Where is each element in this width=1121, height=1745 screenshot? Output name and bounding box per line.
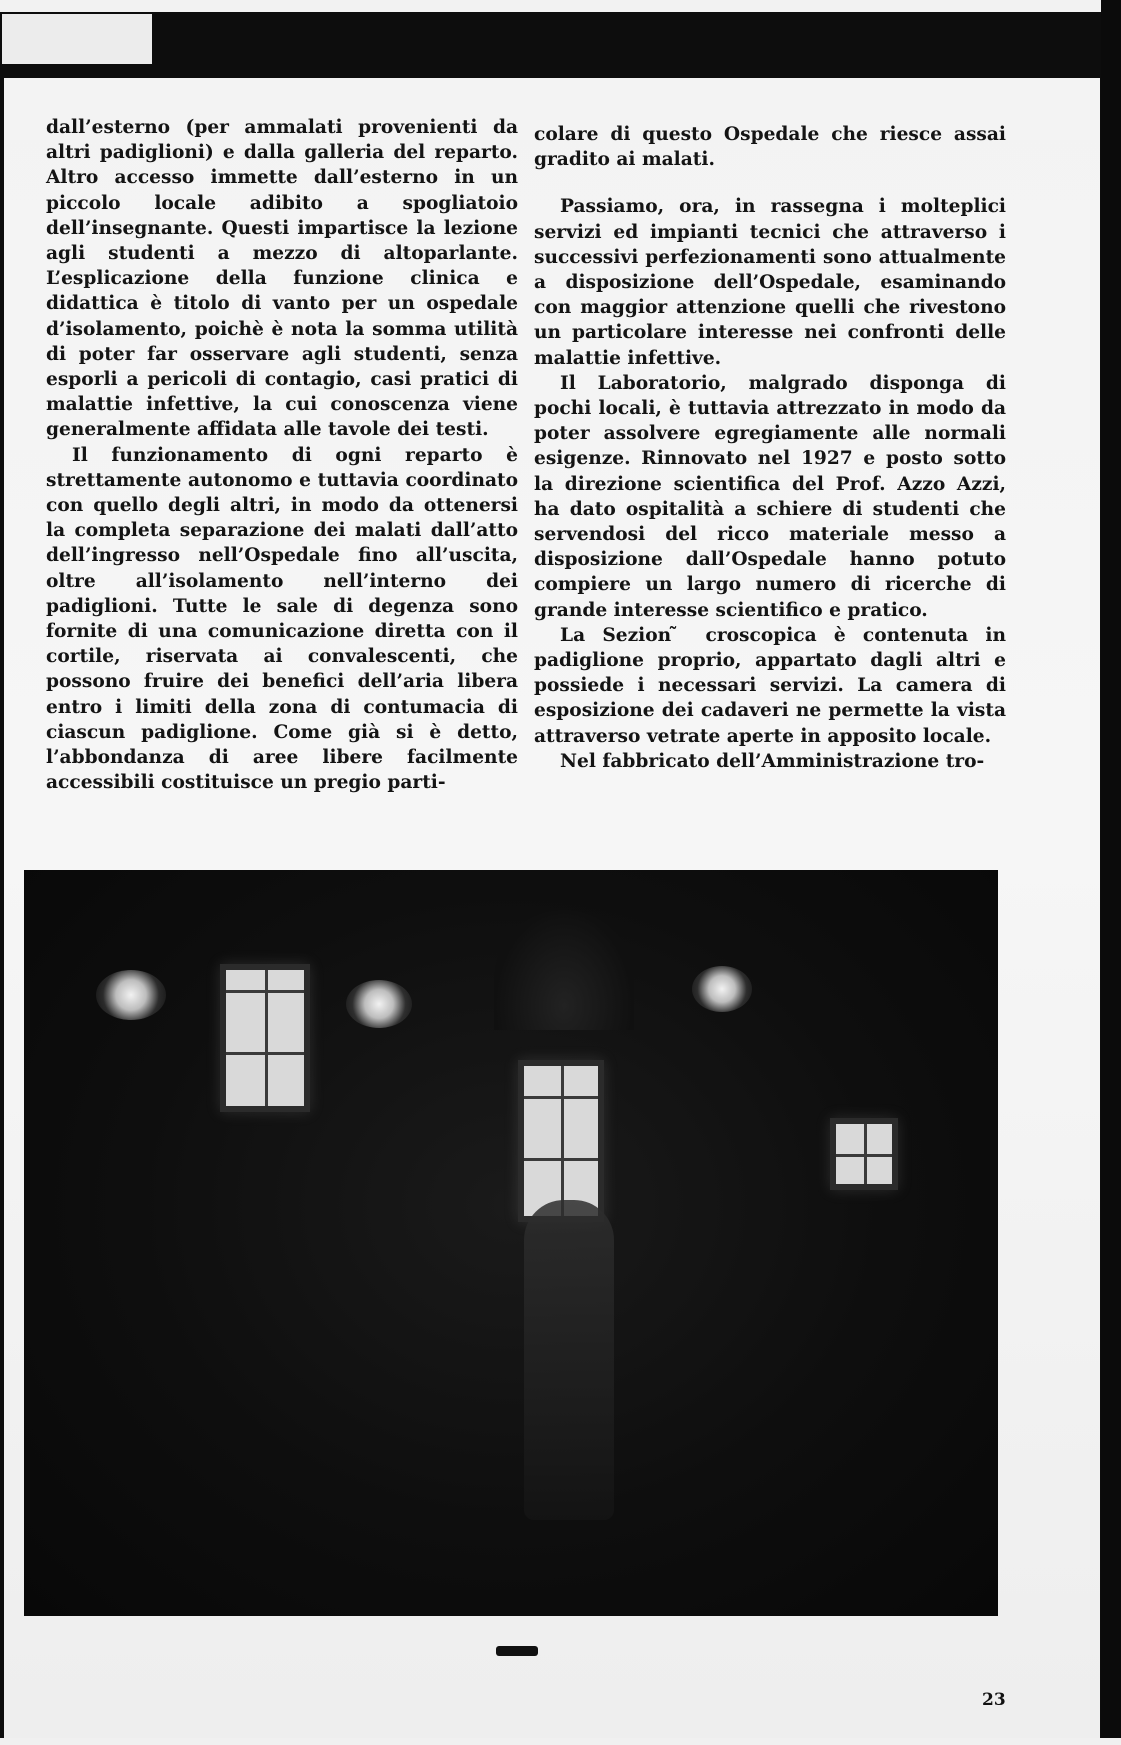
- scan-right-edge: [1101, 0, 1121, 1745]
- right-paragraph-2: Passiamo, ora, in rassegna i molteplici servizi ed impianti tecnici che attraverso i successivi perfezionamenti sono attualmente a disposizione dell’Ospedale, esaminando con maggior attenzione quelli che rivestono un particolare interesse nei confronti delle malattie infettive.: [534, 196, 1006, 369]
- wall-lamp-left: [96, 970, 166, 1020]
- scan-blank-corner: [2, 14, 152, 64]
- right-paragraph-1: colare di questo Ospedale che riesce assai gradito ai malati.: [534, 124, 1006, 171]
- right-paragraph-4: La Sezion ̃ croscopica è contenuta in padiglione proprio, appartato dagli altri e possiede i necessari servizi. La camera di esposizione dei cadaveri ne permette la vista attraverso vetrate aperte in apposito locale.: [534, 624, 1006, 747]
- bottom-edge: [0, 1738, 1121, 1745]
- window-left: [220, 964, 310, 1112]
- right-paragraph-5: Nel fabbricato dell’Amministrazione tro-: [560, 750, 985, 772]
- top-edge: [0, 0, 1121, 12]
- window-right: [830, 1118, 898, 1190]
- printer-mark: [496, 1646, 538, 1656]
- page-number: 23: [982, 1690, 1006, 1710]
- figure-silhouette: [524, 1200, 614, 1520]
- left-paragraph-1: dall’esterno (per ammalati provenienti da altri padiglioni) e dalla galleria del reparto. Altro accesso immette dall’esterno in un piccolo locale adibito a spogliatoio dell’insegnante. Questi impartisce la lezione agli studenti a mezzo di altoparlante. L’esplicazione della funzione clinica e didattica è titolo di vanto per un ospedale d’isolamento, poichè è nota la somma utilità di poter far osservare agli studenti, senza esporli a pericoli di contagio, casi pratici di malattie infettive, la cui conoscenza viene generalmente affidata alle tavole dei testi.: [46, 117, 518, 441]
- left-paragraph-2: Il funzionamento di ogni reparto è strettamente autonomo e tuttavia coordinato con quello degli altri, in modo da ottenersi la completa separazione dei malati dall’atto dell’ingresso nell’Ospedale fino all’uscita, oltre all’isolamento nell’interno dei padiglioni. Tutte le sale di degenza sono fornite di una comunicazione diretta con il cortile, riservata ai convalescenti, che possono fruire dei benefici dell’aria libera entro i limiti della zona di contumacia di ciascun padiglione. Come già si è detto, l’abbondanza di aree libere facilmente accessibili costituisce un pregio parti-: [46, 444, 518, 794]
- wall-lamp-right: [692, 966, 752, 1012]
- right-text-column: [534, 122, 1006, 774]
- arch-shadow: [494, 910, 634, 1030]
- ward-interior-photograph: [24, 870, 998, 1616]
- window-center: [518, 1060, 604, 1222]
- right-paragraph-3: Il Laboratorio, malgrado disponga di pochi locali, è tuttavia attrezzato in modo da poter assolvere egregiamente alle normali esigenze. Rinnovato nel 1927 e posto sotto la direzione scientifica del Prof. Azzo Azzi, ha dato ospitalità a schiere di studenti che servendosi del ricco materiale messo a disposizione dall’Ospedale hanno potuto compiere un largo numero di ricerche di grande interesse scientifico e pratico.: [534, 372, 1006, 621]
- wall-lamp-center: [346, 980, 412, 1028]
- left-text-column: [46, 115, 518, 795]
